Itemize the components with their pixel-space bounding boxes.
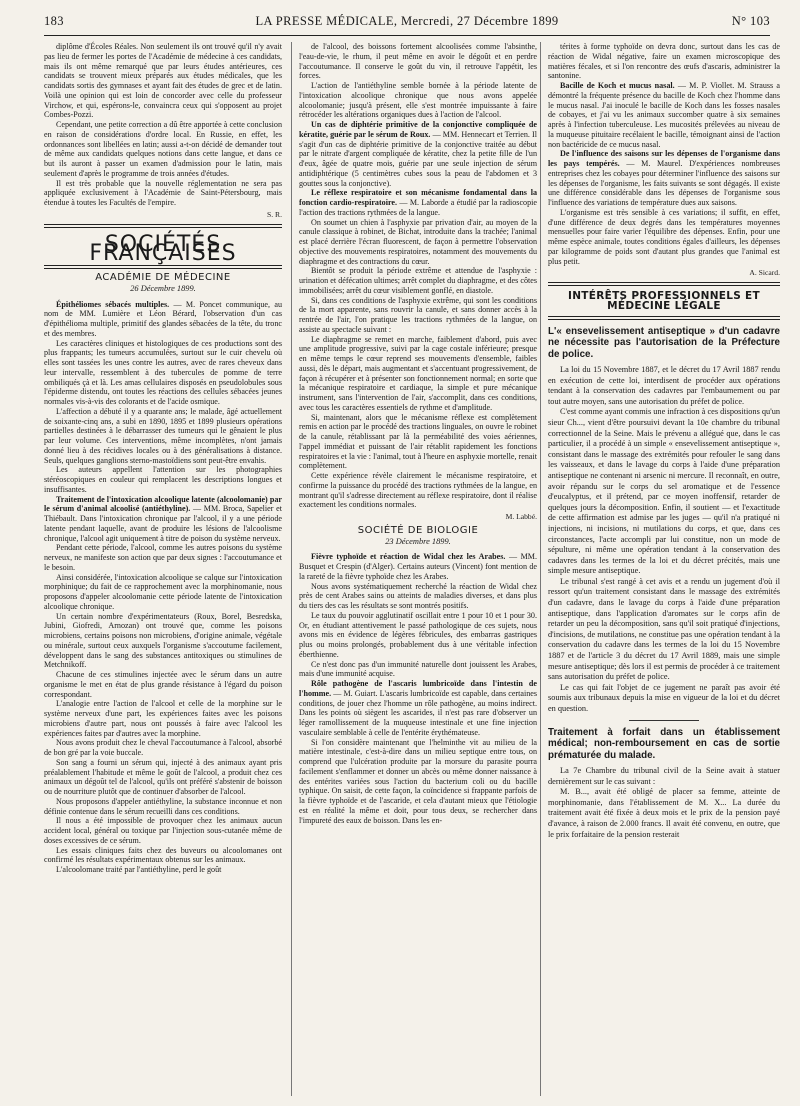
column-divider: [540, 42, 541, 1096]
paragraph: L'affection a débuté il y a quarante ans; le malade, âgé actuellement de soixante-cinq ans, a subi en 1890, 1895 et 1899 plusieurs opérations partielles destinées à le débarrasser des tumeurs qui le gênaient le plus par leur volume. Ces interventions, même incomplètes, n'ont jamais donné lieu à des récidives locales ou à des généralisations à distance. Seuls, quelques ganglions sterno-mastoïdiens sont peut-être envahis.: [44, 406, 282, 465]
paragraph: Ainsi considérée, l'intoxication alcoolique se calque sur l'intoxication morphinique; du fait de ce rapprochement avec la morphinomanie, nous proposons d'appeler alcoolomanie cette période latente de l'intoxication alcoolique chronique.: [44, 572, 282, 611]
paragraph: Il est très probable que la nouvelle réglementation ne sera pas appliquée exclusivement à l'Académie de Saint-Pétersbourg, mais étendue à toutes les Facultés de l'empire.: [44, 178, 282, 207]
paragraph: Nous proposons d'appeler antiéthyline, la substance inconnue et non définie contenue dans le sérum recueilli dans ces conditions.: [44, 796, 282, 816]
body-text: [44, 543, 282, 875]
paragraph: Le tribunal s'est rangé à cet avis et a rendu un jugement d'où il ressort qu'un traitement consistant dans le massage des extrémités d'un cadavre, dans le lavage du corps à l'aide d'une préparation antiseptique, dans l'application d'aromates sur le corps afin de retarder un peu la décomposition, sans qu'il soit pratiqué d'injections, d'incisions, de mutilations, ne constitue pas une opération tendant à la conservation du cadavre dans les termes de la loi du 15 Novembre 1887 et de l'article 3 du décret du 17 Avril 1889, mais une simple mesure antiseptique; dès lors il est permis de procéder à ce traitement sans autorisation du préfet de police.: [548, 576, 780, 682]
article-title: Traitement de l'intoxication alcoolique latente (alcoolomanie) par le sérum d'animal alcoolisé (antiéthyline).: [44, 494, 282, 514]
article-heading: Traitement à forfait dans un établissement médical; non-remboursement en cas de sortie prématurée du malade.: [548, 726, 780, 761]
paragraph: Le cas qui fait l'objet de ce jugement ne paraît pas avoir été soumis aux tribunaux depuis la mise en vigueur de la loi et du décret en question.: [548, 682, 780, 713]
paragraph: Les caractères cliniques et histologiques de ces productions sont des plus frappants; les tumeurs accumulées, surtout sur le cuir chevelu où elles sont tassées les unes contre les autres, avec de rares cheveux dans leur intervalle, ressemblent à des tubercules de pomme de terre ombiliqués çà et là. Les amas cellulaires disposés en pseudolobules sous l'épiderme distendu, ont toutes les réactions des cellules sébacées jeunes normales vis-à-vis des colorants et de l'acide osmique.: [44, 338, 282, 406]
body-text: [548, 365, 780, 715]
paragraph: L'analogie entre l'action de l'alcool et celle de la morphine sur le système nerveux d'une part, les expériences faites avec les poisons microbiens d'autre part, nous ont poussés à faire avec l'alcool les expériences faites par d'autres avec la morphine.: [44, 699, 282, 738]
article-title: Bacille de Koch et mucus nasal.: [560, 81, 675, 90]
article-title: Fièvre typhoïde et réaction de Widal chez les Arabes.: [311, 552, 506, 562]
paragraph: L'action de l'antiéthyline semble bornée à la période latente de l'intoxication alcoolique chronique que nous avons appelée alcoolomanie; jusqu'à présent, elle s'est montrée impuissante à faire rétrocéder les altérations organiques dues à l'action de l'alcool.: [299, 81, 537, 120]
column-divider: [291, 42, 292, 1096]
body-text: [44, 42, 282, 208]
header-rule: [44, 35, 770, 36]
section-title: SOCIÉTÉS FRANÇAISES: [89, 231, 237, 267]
article-lead: Le réflexe respiratoire et son mécanisme fondamental dans la fonction cardio-respiratoire. — M. Laborde a étudié par la radioscopie l'action des tractions rythmées de la langue.: [299, 188, 537, 217]
body-text: [44, 339, 282, 495]
society-title: SOCIÉTÉ DE BIOLOGIE: [357, 524, 479, 536]
paragraph: Le taux du pouvoir agglutinatif oscillait entre 1 pour 10 et 1 pour 30. Or, en étudiant attentivement le passé pathologique de ces sujets, nous avons mis en évidence de légères fébricules, des embarras gastriques plus ou moins prolongés, probablement dus à une véritable infection éberthienne.: [299, 610, 537, 659]
separator: [629, 720, 699, 721]
signature: M. Labbé.: [505, 512, 537, 521]
paragraph: Si, dans ces conditions de l'asphyxie extrême, qui sont les conditions de la mort apparente, sans rouvrir la canule, et sans donner accès à la rentrée de l'air, l'on pratique les tractions rythmées de la langue, on assiste au spectacle suivant :: [299, 295, 537, 334]
body-text: [299, 218, 537, 511]
paragraph: L'alcoolomane traité par l'antiéthyline, perd le goût: [56, 865, 222, 874]
paragraph: Les essais cliniques faits chez des buveurs ou alcoolomanes ont confirmé les résultats expérimentaux obtenus sur les animaux.: [44, 845, 282, 865]
article-heading: L'« ensevelissement antiseptique » d'un cadavre ne nécessite pas l'autorisation de la Préfecture de police.: [548, 325, 780, 360]
column-1: [44, 42, 282, 875]
paragraph: Cependant, une petite correction a dû être apportée à cette conclusion en raison de considérations d'ordre local. En Russie, en effet, les ordonnances sont libellées en latin; aussi a-t-on décidé de demander tout de même aux candidats quelques notions dans cette langue, et dans ce but ils auront à passer un examen d'admission pour le latin, mais seulement d'après le programme de trois années d'études.: [44, 120, 282, 178]
paragraph: Bientôt se produit la période extrême et attendue de l'asphyxie : urination et défécation ultimes; arrêt complet du diaphragme, et des côtes immobilisées; arrêt du cœur visiblement gonflé, en diastole.: [299, 266, 537, 295]
paragraph: Si l'on considère maintenant que l'helminthe vit au milieu de la matière intestinale, c'est-à-dire dans un milieu septique entre tous, on comprend que l'ulcération produite par la morsure du parasite pourra facilement s'enflammer et donner un abcès ou même donner naissance à des entérites variées sous l'action du bacterium coli ou du bacille typhique. On saisit, de cette façon, la coïncidence si frappante parfois de la fièvre typhoïde et de l'ascaride, et cela d'autant mieux que l'étiologie est en réalité la même et doit, pour tous deux, se rechercher dans l'impureté des eaux de boisson. Dans les en-: [299, 737, 537, 825]
body-text: [299, 738, 537, 826]
session-date: 23 Décembre 1899.: [385, 536, 451, 546]
paragraph: Son sang a fourni un sérum qui, injecté à des animaux ayant pris préalablement l'habitude et même le goût de l'alcool, a produit chez ces animaux un dégoût tel de l'alcool, qu'ils ont préféré s'abstenir de boisson ou de nourriture plutôt que de continuer d'absorber de l'alcool.: [44, 757, 282, 796]
paragraph: C'est comme ayant commis une infraction à ces dispositions qu'un sieur Ch..., vient d'être poursuivi devant la 10e chambre du tribunal correctionnel de la Seine. Mais le prévenu a allégué que, dans le cas particulier, il a procédé à un simple « ensevelissement antiseptique », consistant dans le massage des extrémités pour refouler le sang dans les vaisseaux, et dans le lavage du corps à l'aide d'une préparation antiseptique ne contenant ni arsenic ni mercure. Il reconnaît, en outre, avoir répandu sur le corps du sel aromatique et de l'essence d'eucalyptus, et il prétend, par ce moyen inoffensif, retarder de quelques jours la décomposition. Enfin, il soutient — et l'exactitude de cette affirmation est admise par les juges — qu'il n'a pratiqué ni injections, ni incisions, ni mutilations du corps, et que, dans ces circonstances, l'acte accompli par lui constitue, non un mode de sépulture, ni même une opération tendant à la conservation des cadavres dans les termes de la loi et du décret précités, mais une simple mesure antiseptique.: [548, 407, 780, 576]
body-text: [548, 766, 780, 840]
paragraph: M. B..., avait été obligé de placer sa femme, atteinte de morphinomanie, dans l'établissement de M. X... La durée du traitement avait été fixée à deux mois et le prix de la pension payé d'avance, à raison de 2.000 francs. Il avait été convenu, en outre, que le prix forfaitaire de la pension resterait: [548, 787, 780, 839]
article-title: De l'influence des saisons sur les dépenses de l'organisme dans les pays tempérés.: [548, 149, 780, 168]
body-text: [548, 42, 780, 81]
paragraph: Nous avons produit chez le cheval l'accoutumance à l'alcool, absorbé de bon gré par la voie buccale.: [44, 738, 282, 757]
publication-title: LA PRESSE MÉDICALE, Mercredi, 27 Décembre 1899: [255, 14, 559, 28]
paragraph: Si, maintenant, alors que le mécanisme réflexe est complètement remis en action par le procédé des tractions linguales, on ouvre le robinet de la canule, rétablissant par là la perméabilité des voies aériennes, l'appel immédiat et puissant de l'air rétablit rapidement les fonctions respiratoires et la vie : l'animal, tout à l'heure en asphyxie mortelle, renait complètement.: [299, 412, 537, 471]
article-lead: Fièvre typhoïde et réaction de Widal chez les Arabes. — MM. Busquet et Crespin (d'Alger). Certains auteurs (Vincent) font mention de la rareté de la fièvre typhoïde chez les Arabes.: [299, 552, 538, 581]
body-text: [548, 208, 780, 267]
section-rule: [548, 316, 780, 320]
section-rule: [44, 224, 282, 228]
article-lead: Traitement de l'intoxication alcoolique latente (alcoolomanie) par le sérum d'animal alcoolisé (antiéthyline). — MM. Broca, Sapelier et Thiébault. Dans l'intoxication chronique par l'alcool, il y a une période latente pendant laquelle, avant de produire les lésions de l'alcoolisme chronique, l'alcool agit uniquement à titre de poison du système nerveux.: [44, 494, 282, 543]
body-text: [299, 42, 537, 120]
paragraph: Un certain nombre d'expérimentateurs (Roux, Borel, Besredska, Jubini, Giofredi, Arnozan) ont trouvé que, comme les poisons microbiens, certains poisons non microbiens, d'origine animale, végétale ou minérale, surtout ceux auxquels l'organisme s'accoutume facilement, développent dans le sang des substances antitoxiques ou stimulines de Metchnikoff.: [44, 611, 282, 670]
paragraph: Pendant cette période, l'alcool, comme les autres poisons du système nerveux, ne manifeste son action que par deux signes : l'accoutumance et le besoin.: [44, 543, 282, 572]
article-lead: De l'influence des saisons sur les dépenses de l'organisme dans les pays tempérés. — M. Maurel. D'expériences nombreuses entreprises chez les cobayes pour déterminer l'influence des saisons sur les dépenses de l'organisme, les faits suivants se sont dégagés. Il existe une différence considérable dans les dépenses de l'organisme sous l'influence des variations de température dues aux saisons.: [548, 149, 780, 207]
article-title: Rôle pathogène de l'ascaris lumbricoïde dans l'intestin de l'homme.: [299, 679, 537, 698]
column-3: [548, 42, 780, 840]
article-lead: Bacille de Koch et mucus nasal. — M. P. Viollet. M. Strauss a démontré la fréquente présence du bacille de Koch chez l'homme dans le mucus nasal. J'ai inoculé le bacille de Koch dans les fosses nasales de cobayes, et j'ai vu les animaux succomber quatre à six semaines après à l'infection tuberculeuse. Les mucosités prélevées au niveau de la muqueuse pituitaire recélaient le bacille, témoignant ainsi de l'action non bactéricide de ce mucus nasal.: [548, 81, 780, 149]
article-title: Un cas de diphtérie primitive de la conjonctive compliquée de kératite, guérie par le sérum de Roux.: [299, 120, 537, 139]
paragraph: Nous avons systématiquement recherché la réaction de Widal chez près de cent Arabes sains ou atteints de maladies diverses, et dans plus du tiers des cas les résultats se sont montrés positifs.: [299, 581, 537, 610]
paragraph: On soumet un chien à l'asphyxie par privation d'air, au moyen de la canule classique à robinet, de Bichat, introduite dans la trachée; l'animal est placé derrière l'écran fluorescent, de façon à permettre l'observation objective des mouvements respiratoires, notamment des mouvements du diaphragme et des contractions du cœur.: [299, 217, 537, 266]
issue-number: N° 103: [731, 14, 770, 28]
article-lead: Rôle pathogène de l'ascaris lumbricoïde dans l'intestin de l'homme. — M. Guiart. L'ascaris lumbricoïde est capable, dans certaines conditions, de jouer chez l'homme un rôle pathogène, au moins indirect. Dans les points où siègent les ascarides, il n'est pas rare d'observer un léger ramollissement de la muqueuse intestinale et une fine injection vasculaire semblable à celle de l'entérite érythémateuse.: [299, 679, 537, 737]
article-title: Épithéliomes sébacés multiples.: [56, 299, 170, 309]
running-header: [44, 14, 770, 34]
signature: A. Sicard.: [749, 268, 780, 278]
paragraph: Il nous a été impossible de provoquer chez les animaux aucun accident local, général ou toxique par l'injection sous-cutanée même de doses excessives de ce sérum.: [44, 816, 282, 845]
paragraph: Cette expérience révèle clairement le mécanisme respiratoire, et confirme la puissance du procédé des tractions rythmées de la langue, en montrant qu'il s'adresse directement au réflexe respiratoire, dont il réalise exactement les conditions normales.: [299, 471, 537, 510]
session-date: 26 Décembre 1899.: [130, 283, 196, 293]
paragraph: La loi du 15 Novembre 1887, et le décret du 17 Avril 1887 rendu en exécution de cette loi, interdisent de procéder aux opérations tendant à la conservation des cadavres par l'embaumement ou par tout autre moyen, sans une autorisation du préfet de police.: [548, 365, 780, 406]
article-lead: Un cas de diphtérie primitive de la conjonctive compliquée de kératite, guérie par le sérum de Roux. — MM. Hennecart et Terrien. Il s'agit d'un cas de diphtérie primitive de la conjonctive traitée au début par le nitrate d'argent compliquée de kératite, chez la petite fille de l'un d'eux, âgée de quatre mois, guérie par une seule injection de sérum antidiphtérique (5 centimètres cubes sous la peau de l'abdomen et 3 gouttes sous la conjonctive).: [299, 120, 537, 188]
section-title: INTÉRÊTS PROFESSIONNELS ET MÉDECINE LÉGALE: [568, 290, 760, 312]
paragraph: Le diaphragme se remet en marche, faiblement d'abord, puis avec une amplitude progressive, suivi par la cage costale inférieure; presque en même temps le cœur reprend ses mouvements d'ensemble, faibles aussi, dès le départ, mais augmentant et s'accentuant progressivement, de façon à récupérer et à présenter son fonctionnement normal; en sorte que la mécanique respiratoire et cardiaque, la simple et pure mécanique instrument, sans l'intervention de l'air, s'accomplit, dans ces conditions, avec tous les caractères essentiels de rythme et d'amplitude.: [299, 334, 537, 412]
paragraph: de l'alcool, des boissons fortement alcoolisées comme l'absinthe, l'eau-de-vie, le rhum, il peut même en avoir le dégoût et en perdre l'accoutumance. Il conserve le goût du vin, il retrouve l'appétit, les forces.: [299, 42, 537, 81]
paragraph: Chacune de ces stimulines injectée avec le sérum dans un autre organisme le met en état de plus grande résistance à l'égard du poison correspondant.: [44, 670, 282, 699]
column-2: [299, 42, 537, 825]
society-title: ACADÉMIE DE MÉDECINE: [95, 272, 231, 283]
paragraph: La 7e Chambre du tribunal civil de la Seine avait à statuer dernièrement sur le cas suivant :: [548, 766, 780, 786]
article-title: Le réflexe respiratoire et son mécanisme fondamental dans la fonction cardio-respiratoire.: [299, 188, 537, 207]
paragraph: Les auteurs appellent l'attention sur les photographies stéréoscopiques en couleur qui remplacent les descriptions longues et insuffisantes.: [44, 465, 282, 494]
signature: S. R.: [267, 209, 282, 219]
paragraph: diplôme d'Écoles Réales. Non seulement ils ont trouvé qu'il n'y avait pas lieu de fermer les portes de l'Académie de médecine à ces candidats, mais ils ont même remarqué que par leurs études antérieures, ces candidats se trouvent mieux préparés aux études médicales, que les candidats sortis des gymnases et ayant fait des études de grec et de latin. Voilà une opinion qui est loin de concorder avec celle du professeur Virchow, et qui, espérons-le, convaincra ceux qui s'opposent au projet Combes-Pozzi.: [44, 42, 282, 120]
article-lead: Épithéliomes sébacés multiples. — M. Poncet communique, au nom de MM. Lumière et Léon Bérard, l'observation d'un cas d'épithélioma multiple, primitif des glandes sébacées de la tête, du tronc et des membres.: [44, 299, 282, 338]
paragraph: L'organisme est très sensible à ces variations; il suffit, en effet, d'une différence de deux degrés dans les températures moyennes mensuelles pour faire varier l'équilibre des dépenses. Enfin, pour une même espèce animale, toutes conditions égales d'ailleurs, les dépenses par kilogramme de poids sont d'autant plus grandes que l'animal est plus petit.: [548, 207, 780, 266]
section-rule: [548, 282, 780, 286]
paragraph: térites à forme typhoïde on devra donc, surtout dans les cas de réaction de Widal négative, faire un examen microscopique des matières fécales, et si l'on rencontre des œufs d'ascaris, administrer la santonine.: [548, 42, 780, 81]
paragraph: Ce n'est donc pas d'un immunité naturelle dont jouissent les Arabes, mais d'une immunité acquise.: [299, 659, 537, 679]
page-number: 183: [44, 14, 64, 28]
body-text: [299, 582, 537, 680]
